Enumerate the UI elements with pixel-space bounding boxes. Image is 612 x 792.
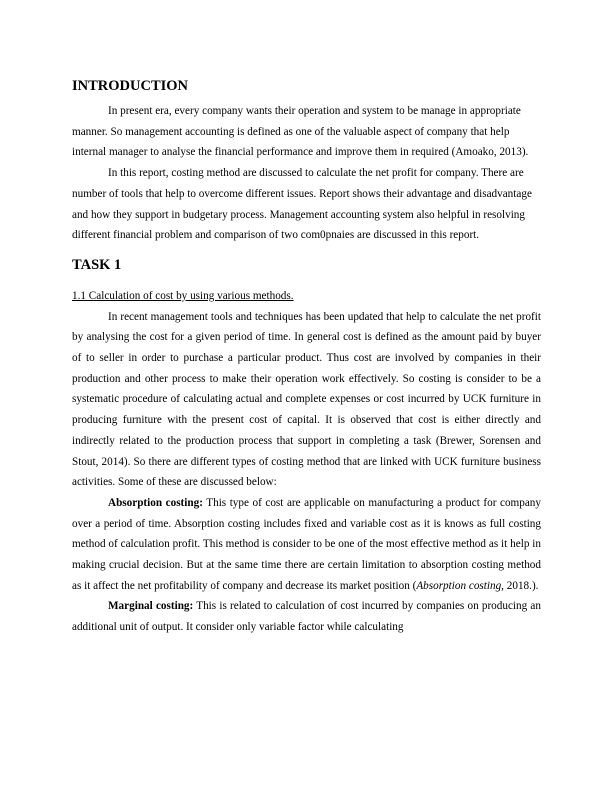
task1-paragraph-1: In recent management tools and techniques has been updated that help to calculate the net profit by analysing the cost for a given period of time. In general cost is defined as the amount paid by buyer of to seller in order to purchase a particular product. Thus cost are involved by companies in their production and other process to make their operation work effectively. So costing is consider to be a systematic procedure of calculating actual and complete expenses or cost incurred by UCK furniture in producing furniture with the present cost of capital. It is observed that cost is either directly and indirectly related to the production process that support in completing a task (Brewer, Sorensen and Stout, 2014). So there are different types of costing method that are linked with UCK furniture business activities. Some of these are discussed below: xyxy=(72,310,541,489)
absorption-costing-paragraph xyxy=(72,493,541,597)
task1-heading: TASK 1 xyxy=(72,256,122,273)
absorption-costing-citation: Absorption costing xyxy=(416,579,502,592)
intro-paragraph-1: In present era, every company wants their operation and system to be manage in appropriate manner. So management accounting is defined as one of the valuable aspect of company that help internal manager to analyse the financial performance and improve them in required (Amoako, 2013). xyxy=(72,105,529,159)
intro-paragraph-2: In this report, costing method are discussed to calculate the net profit for company. There are number of tools that help to overcome different issues. Report shows their advantage and disadvantage and how they support in budgetary process. Management accounting system also helpful in resolving different financial problem and comparison of two com0pnaies are discussed in this report. xyxy=(72,167,532,242)
absorption-costing-text: This type of cost are applicable on manufacturing a product for company over a period of time. Absorption costing includes fixed and variable cost as it is knows as full costing method of calculation profit. This method is consider to be one of the most effective method as it help in making crucial decision. But at the same time there are certain limitation to absorption costing method as it affect the net profitability of company and decrease its market position ( xyxy=(72,496,541,592)
marginal-costing-term: Marginal costing: xyxy=(108,600,194,613)
absorption-costing-citation-year: , 2018.). xyxy=(501,579,539,592)
page-content xyxy=(72,76,541,638)
marginal-costing-text: This is related to calculation of cost incurred by companies on producing an additional unit of output. It consider only variable factor while calculating xyxy=(72,600,541,634)
introduction-heading: INTRODUCTION xyxy=(72,78,189,94)
absorption-costing-term: Absorption costing: xyxy=(108,496,203,509)
task1-subheading xyxy=(72,286,541,307)
marginal-costing-paragraph xyxy=(72,596,541,637)
task1-subheading-text: 1.1 Calculation of cost by using various methods. xyxy=(72,289,294,302)
